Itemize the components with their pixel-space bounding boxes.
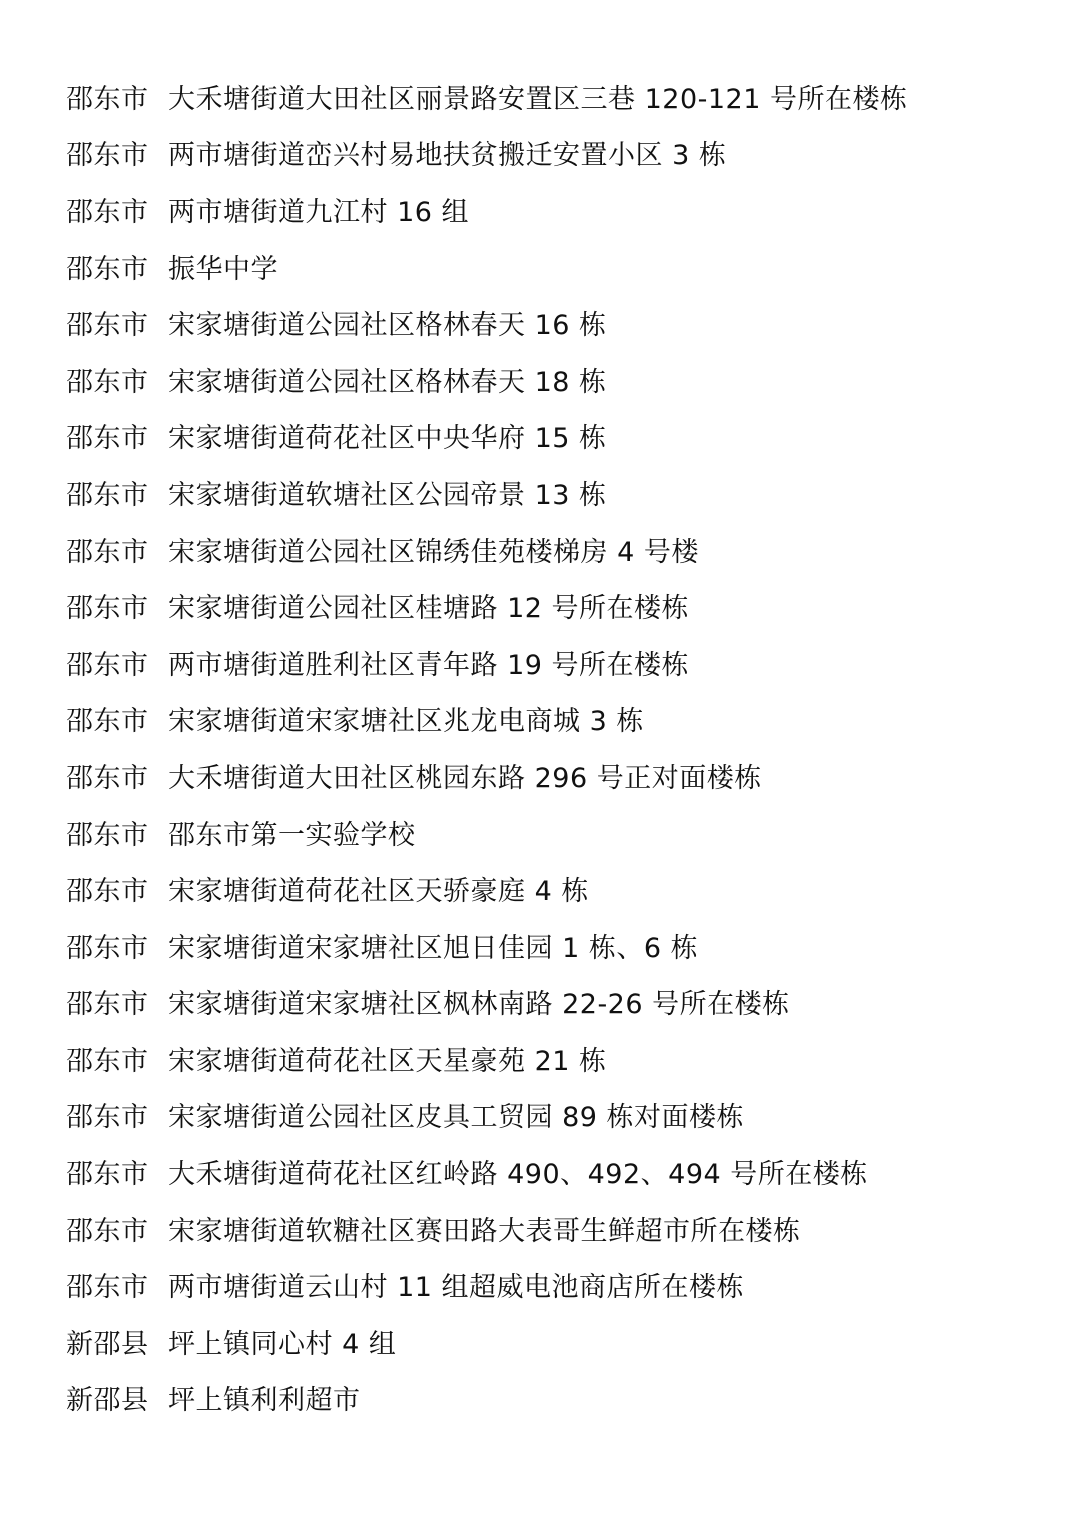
list-item: [66, 634, 1046, 691]
list-item: [66, 181, 1046, 238]
district-name: 邵东市: [66, 253, 149, 285]
list-item: [66, 1030, 1046, 1087]
place-name: 两市塘街道九江村 16 组: [168, 196, 470, 228]
district-name: 邵东市: [66, 706, 149, 738]
place-name: 宋家塘街道公园社区格林春天 18 栋: [168, 366, 607, 398]
place-name: 大禾塘街道大田社区桃园东路 296 号正对面楼栋: [168, 762, 762, 794]
list-item: [66, 691, 1046, 748]
district-name: 邵东市: [66, 819, 149, 851]
list-item: [66, 1256, 1046, 1313]
list-item: [66, 577, 1046, 634]
district-name: 邵东市: [66, 649, 149, 681]
place-name: 宋家塘街道公园社区锦绣佳苑楼梯房 4 号楼: [168, 536, 699, 568]
list-item: [66, 68, 1046, 125]
place-name: 宋家塘街道软糖社区赛田路大表哥生鲜超市所在楼栋: [168, 1215, 801, 1247]
place-name: 宋家塘街道宋家塘社区枫林南路 22-26 号所在楼栋: [168, 989, 790, 1021]
list-item: [66, 464, 1046, 521]
list-item: [66, 1143, 1046, 1200]
place-name: 宋家塘街道公园社区皮具工贸园 89 栋对面楼栋: [168, 1102, 745, 1134]
list-item: [66, 351, 1046, 408]
list-item: [66, 408, 1046, 465]
list-item: [66, 1087, 1046, 1144]
list-item: [66, 974, 1046, 1031]
district-name: 邵东市: [66, 536, 149, 568]
list-item: [66, 804, 1046, 861]
place-name: 宋家塘街道宋家塘社区旭日佳园 1 栋、6 栋: [168, 932, 699, 964]
district-name: 邵东市: [66, 932, 149, 964]
list-item: [66, 238, 1046, 295]
list-item: [66, 521, 1046, 578]
place-name: 宋家塘街道荷花社区天星豪苑 21 栋: [168, 1045, 607, 1077]
district-name: 邵东市: [66, 423, 149, 455]
place-name: 宋家塘街道公园社区桂塘路 12 号所在楼栋: [168, 593, 690, 625]
district-name: 邵东市: [66, 876, 149, 908]
district-name: 邵东市: [66, 196, 149, 228]
place-name: 坪上镇利利超市: [168, 1385, 361, 1417]
district-name: 邵东市: [66, 1045, 149, 1077]
district-name: 邵东市: [66, 1159, 149, 1191]
district-name: 邵东市: [66, 1215, 149, 1247]
place-name: 宋家塘街道公园社区格林春天 16 栋: [168, 310, 607, 342]
place-name: 大禾塘街道大田社区丽景路安置区三巷 120-121 号所在楼栋: [168, 83, 908, 115]
district-name: 邵东市: [66, 479, 149, 511]
district-name: 邵东市: [66, 1272, 149, 1304]
list-item: [66, 1370, 1046, 1427]
list-item: [66, 917, 1046, 974]
list-item: [66, 747, 1046, 804]
place-name: 两市塘街道云山村 11 组超威电池商店所在楼栋: [168, 1272, 745, 1304]
list-item: [66, 1313, 1046, 1370]
district-name: 邵东市: [66, 310, 149, 342]
district-name: 邵东市: [66, 989, 149, 1021]
location-list: [66, 68, 1046, 1426]
district-name: 新邵县: [66, 1328, 149, 1360]
district-name: 邵东市: [66, 140, 149, 172]
place-name: 两市塘街道峦兴村易地扶贫搬迁安置小区 3 栋: [168, 140, 727, 172]
list-item: [66, 860, 1046, 917]
district-name: 邵东市: [66, 1102, 149, 1134]
place-name: 坪上镇同心村 4 组: [168, 1328, 397, 1360]
place-name: 宋家塘街道荷花社区中央华府 15 栋: [168, 423, 607, 455]
district-name: 邵东市: [66, 762, 149, 794]
district-name: 邵东市: [66, 83, 149, 115]
district-name: 邵东市: [66, 366, 149, 398]
list-item: [66, 1200, 1046, 1257]
list-item: [66, 125, 1046, 182]
district-name: 邵东市: [66, 593, 149, 625]
place-name: 振华中学: [168, 253, 278, 285]
place-name: 宋家塘街道宋家塘社区兆龙电商城 3 栋: [168, 706, 644, 738]
place-name: 两市塘街道胜利社区青年路 19 号所在楼栋: [168, 649, 690, 681]
place-name: 宋家塘街道荷花社区天骄豪庭 4 栋: [168, 876, 589, 908]
district-name: 新邵县: [66, 1385, 149, 1417]
place-name: 邵东市第一实验学校: [168, 819, 416, 851]
list-item: [66, 294, 1046, 351]
place-name: 大禾塘街道荷花社区红岭路 490、492、494 号所在楼栋: [168, 1159, 868, 1191]
place-name: 宋家塘街道软塘社区公园帝景 13 栋: [168, 479, 607, 511]
